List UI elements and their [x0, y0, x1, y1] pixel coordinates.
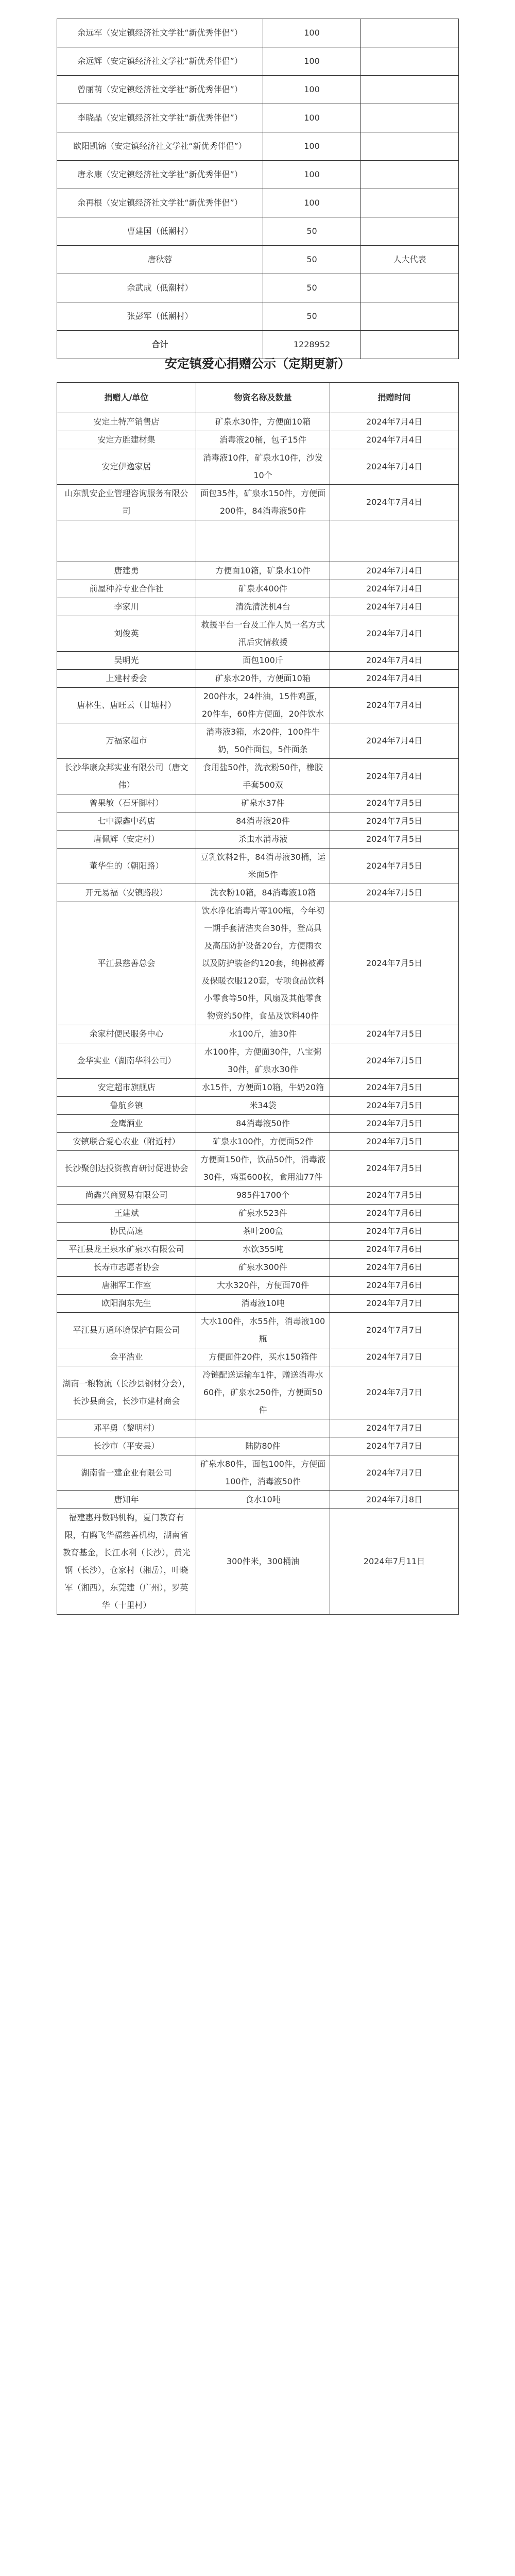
items-cell: 消毒液10吨 [196, 1295, 330, 1313]
items-cell: 矿泉水30件，方便面10箱 [196, 413, 330, 431]
donor-cell: 董华生的（朝阳路） [57, 849, 196, 884]
items-cell [196, 1419, 330, 1437]
table-row [57, 47, 459, 76]
table-row [57, 431, 459, 449]
table-row [57, 1223, 459, 1241]
table-row [57, 1419, 459, 1437]
date-cell: 2024年7月5日 [330, 1097, 459, 1115]
table-row [57, 1241, 459, 1259]
date-cell: 2024年7月6日 [330, 1205, 459, 1223]
items-cell: 食用盐50件，洗衣粉50件，橡胶手套500双 [196, 759, 330, 794]
items-cell: 84消毒液50件 [196, 1115, 330, 1133]
amount-cell: 100 [263, 104, 361, 132]
items-cell: 面包35件，矿泉水150件，方便面200件，84消毒液50件 [196, 485, 330, 520]
table-row [57, 132, 459, 161]
donor-cell: 尚鑫兴商贸易有限公司 [57, 1187, 196, 1205]
table-row [57, 652, 459, 670]
donation-list-table [57, 382, 459, 1615]
donor-cell: 余远军（安定镇经济社文学社“新优秀伴侣”） [57, 19, 263, 47]
donation-list-body [57, 413, 459, 1615]
date-cell: 2024年7月4日 [330, 413, 459, 431]
date-cell: 2024年7月6日 [330, 1223, 459, 1241]
donor-cell: 湖南一粮物流（长沙县钢材分会），长沙县商会，长沙市建材商会 [57, 1366, 196, 1419]
amount-cell: 50 [263, 274, 361, 302]
items-cell: 杀虫水消毒液 [196, 831, 330, 849]
items-cell [196, 520, 330, 562]
donor-cell: 七中源鑫中药店 [57, 812, 196, 831]
date-cell: 2024年7月5日 [330, 812, 459, 831]
date-cell: 2024年7月5日 [330, 1043, 459, 1079]
amount-cell: 100 [263, 76, 361, 104]
items-cell: 矿泉水80件，面包100件，方便面100件，消毒液50件 [196, 1455, 330, 1491]
table-row [57, 1437, 459, 1455]
amount-cell: 100 [263, 132, 361, 161]
items-cell: 矿泉水20件，方便面10箱 [196, 670, 330, 688]
table-row [57, 1491, 459, 1509]
amount-cell: 100 [263, 189, 361, 217]
donor-cell: 平江县慈善总会 [57, 902, 196, 1025]
table-row [57, 1151, 459, 1187]
table-row [57, 1133, 459, 1151]
table-row [57, 1348, 459, 1366]
donor-cell: 唐永康（安定镇经济社文学社“新优秀伴侣”） [57, 161, 263, 189]
date-cell: 2024年7月6日 [330, 1277, 459, 1295]
date-cell: 2024年7月5日 [330, 1115, 459, 1133]
table-row [57, 1025, 459, 1043]
items-cell: 200件水，24件油，15件鸡蛋，20件车，60件方便面，20件饮水 [196, 688, 330, 723]
date-cell: 2024年7月4日 [330, 723, 459, 759]
donor-cell: 唐秋蓉 [57, 246, 263, 274]
table-row [57, 449, 459, 485]
donor-cell: 余武成（低潮村） [57, 274, 263, 302]
items-cell: 大水100件，水55件，消毒液100瓶 [196, 1313, 330, 1348]
donor-cell: 邓平勇（黎明村） [57, 1419, 196, 1437]
table-row [57, 580, 459, 598]
note-cell [361, 132, 459, 161]
page-title: 安定镇爱心捐赠公示（定期更新） [165, 356, 350, 371]
date-cell: 2024年7月7日 [330, 1366, 459, 1419]
amount-cell: 100 [263, 19, 361, 47]
items-cell: 消毒液20桶，包子15件 [196, 431, 330, 449]
items-cell: 方便面件20件，买水150箱件 [196, 1348, 330, 1366]
header-row [57, 383, 459, 413]
table-row [57, 1509, 459, 1615]
amount-cell: 100 [263, 47, 361, 76]
date-cell: 2024年7月11日 [330, 1509, 459, 1615]
items-cell: 面包100斤 [196, 652, 330, 670]
donation-summary-table [57, 19, 459, 359]
items-cell: 米34袋 [196, 1097, 330, 1115]
table-row [57, 884, 459, 902]
table-row [57, 76, 459, 104]
items-cell: 矿泉水523件 [196, 1205, 330, 1223]
table-row [57, 246, 459, 274]
header-date: 捐赠时间 [330, 383, 459, 413]
date-cell: 2024年7月4日 [330, 670, 459, 688]
donor-cell: 唐建勇 [57, 562, 196, 580]
date-cell: 2024年7月4日 [330, 598, 459, 616]
amount-cell: 50 [263, 217, 361, 246]
items-cell: 985件1700个 [196, 1187, 330, 1205]
donor-cell: 欧阳凯锦（安定镇经济社文学社“新优秀伴侣”） [57, 132, 263, 161]
donor-cell: 长寿市志愿者协会 [57, 1259, 196, 1277]
donor-cell: 余家村便民服务中心 [57, 1025, 196, 1043]
date-cell: 2024年7月5日 [330, 831, 459, 849]
items-cell: 冷链配送运输车1件，赠送消毒水60件，矿泉水250件，方便面50件 [196, 1366, 330, 1419]
date-cell: 2024年7月5日 [330, 1079, 459, 1097]
donor-cell: 曾果敏（石牙脚村） [57, 794, 196, 812]
table-row [57, 217, 459, 246]
table-row [57, 413, 459, 431]
date-cell: 2024年7月5日 [330, 1133, 459, 1151]
date-cell: 2024年7月4日 [330, 431, 459, 449]
items-cell: 水15件，方便面10箱，牛奶20箱 [196, 1079, 330, 1097]
note-cell [361, 19, 459, 47]
donor-cell: 长沙市（平安县） [57, 1437, 196, 1455]
items-cell: 茶叶200盒 [196, 1223, 330, 1241]
amount-cell: 50 [263, 302, 361, 331]
date-cell: 2024年7月7日 [330, 1455, 459, 1491]
items-cell: 消毒液3箱，水20件，100件牛奶，50件面包，5件面条 [196, 723, 330, 759]
items-cell: 消毒液10件，矿泉水10件，沙发10个 [196, 449, 330, 485]
items-cell: 矿泉水400件 [196, 580, 330, 598]
table-row [57, 1259, 459, 1277]
items-cell: 豆乳饮料2件，84消毒液30桶，运米面5件 [196, 849, 330, 884]
table-row [57, 485, 459, 520]
donor-cell: 平江县龙王泉水矿泉水有限公司 [57, 1241, 196, 1259]
donor-cell: 长沙华康众邦实业有限公司（唐文伟） [57, 759, 196, 794]
items-cell: 水100斤，油30件 [196, 1025, 330, 1043]
donor-cell: 前屋种养专业合作社 [57, 580, 196, 598]
table-row [57, 794, 459, 812]
donor-cell: 唐佩辉（安定村） [57, 831, 196, 849]
items-cell: 矿泉水100件，方便面52件 [196, 1133, 330, 1151]
items-cell: 饮水净化消毒片等100瓶，今年初一期手套清洁夹台30件，登高具及高压防护设备20台，方便雨衣以及防护装备约120套，纯棉被褥及保暖衣服120套，专项食品饮料小零食等50件，风扇及其他零食物资约50件，食品及饮料40件 [196, 902, 330, 1025]
date-cell: 2024年7月7日 [330, 1313, 459, 1348]
date-cell: 2024年7月7日 [330, 1295, 459, 1313]
date-cell: 2024年7月7日 [330, 1419, 459, 1437]
date-cell: 2024年7月5日 [330, 1025, 459, 1043]
items-cell: 清洗清洗机4台 [196, 598, 330, 616]
table-row [57, 104, 459, 132]
donor-cell: 余再根（安定镇经济社文学社“新优秀伴侣”） [57, 189, 263, 217]
donor-cell: 安定伊逸家居 [57, 449, 196, 485]
note-cell [361, 217, 459, 246]
donor-cell: 金平浩业 [57, 1348, 196, 1366]
table-row [57, 723, 459, 759]
table-row [57, 849, 459, 884]
date-cell: 2024年7月7日 [330, 1437, 459, 1455]
table-row [57, 1205, 459, 1223]
date-cell: 2024年7月5日 [330, 902, 459, 1025]
date-cell: 2024年7月5日 [330, 884, 459, 902]
items-cell: 方便面10箱，矿泉水10件 [196, 562, 330, 580]
table-row [57, 902, 459, 1025]
donor-cell: 刘俊英 [57, 616, 196, 652]
items-cell: 水100件，方便面30件，八宝粥30件，矿泉水30件 [196, 1043, 330, 1079]
date-cell: 2024年7月8日 [330, 1491, 459, 1509]
donor-cell: 王建斌 [57, 1205, 196, 1223]
donor-cell: 协民高速 [57, 1223, 196, 1241]
donor-cell: 金鹰酒业 [57, 1115, 196, 1133]
date-cell: 2024年7月4日 [330, 616, 459, 652]
date-cell: 2024年7月4日 [330, 580, 459, 598]
table-row [57, 161, 459, 189]
date-cell: 2024年7月4日 [330, 688, 459, 723]
donor-cell: 金华实业（湖南华科公司） [57, 1043, 196, 1079]
donor-cell: 安定超市旗舰店 [57, 1079, 196, 1097]
table-row [57, 1313, 459, 1348]
table-row [57, 831, 459, 849]
items-cell: 矿泉水300件 [196, 1259, 330, 1277]
donor-cell [57, 520, 196, 562]
items-cell: 方便面150件，饮品50件，消毒液30件，鸡蛋600枚，食用油77件 [196, 1151, 330, 1187]
date-cell: 2024年7月4日 [330, 485, 459, 520]
table-row [57, 616, 459, 652]
donor-cell: 唐林生、唐旺云（甘塘村） [57, 688, 196, 723]
donor-cell: 万福家超市 [57, 723, 196, 759]
table-row [57, 1079, 459, 1097]
items-cell: 洗衣粉10箱，84消毒液10箱 [196, 884, 330, 902]
table-row [57, 1277, 459, 1295]
table-row [57, 1097, 459, 1115]
donor-cell: 李家川 [57, 598, 196, 616]
table-row [57, 520, 459, 562]
date-cell: 2024年7月5日 [330, 1151, 459, 1187]
table-row [57, 688, 459, 723]
items-cell: 陆防80件 [196, 1437, 330, 1455]
note-cell [361, 189, 459, 217]
items-cell: 大水320件，方便面70件 [196, 1277, 330, 1295]
table-row [57, 189, 459, 217]
donor-cell: 湖南省一建企业有限公司 [57, 1455, 196, 1491]
donor-cell: 开元易福（安镇路段） [57, 884, 196, 902]
donor-cell: 张彭军（低潮村） [57, 302, 263, 331]
table-row [57, 759, 459, 794]
date-cell: 2024年7月5日 [330, 794, 459, 812]
header-items: 物资名称及数量 [196, 383, 330, 413]
donor-cell: 平江县万通环境保护有限公司 [57, 1313, 196, 1348]
table-row [57, 274, 459, 302]
date-cell: 2024年7月4日 [330, 562, 459, 580]
donor-cell: 安镇联合爱心农业（附近村） [57, 1133, 196, 1151]
items-cell: 84消毒液20件 [196, 812, 330, 831]
date-cell: 2024年7月6日 [330, 1241, 459, 1259]
note-cell [361, 161, 459, 189]
note-cell: 人大代表 [361, 246, 459, 274]
donor-cell: 吴明光 [57, 652, 196, 670]
date-cell: 2024年7月4日 [330, 652, 459, 670]
total-value: 1228952 [263, 331, 361, 359]
note-cell [361, 76, 459, 104]
date-cell: 2024年7月5日 [330, 849, 459, 884]
table-row [57, 1043, 459, 1079]
donor-cell: 福建惠丹数码机构，夏门教育有限，有鸥飞华福慈善机构，湖南省教育基金，长江水利（长沙），黄光钢（长沙），仓家村（湘岳），叶晓军（湘西），东莞建（广州），罗英华（十里村） [57, 1509, 196, 1615]
donor-cell: 上建村委会 [57, 670, 196, 688]
date-cell: 2024年7月5日 [330, 1187, 459, 1205]
donor-cell: 长沙聚创达投资教育研讨促进协会 [57, 1151, 196, 1187]
donor-cell: 安定方胜建材集 [57, 431, 196, 449]
donor-cell: 唐湘军工作室 [57, 1277, 196, 1295]
items-cell: 食水10吨 [196, 1491, 330, 1509]
date-cell: 2024年7月4日 [330, 759, 459, 794]
note-cell [361, 274, 459, 302]
table-row [57, 812, 459, 831]
note-cell [361, 302, 459, 331]
donor-cell: 曾丽萌（安定镇经济社文学社“新优秀伴侣”） [57, 76, 263, 104]
date-cell: 2024年7月6日 [330, 1259, 459, 1277]
summary-table-body [57, 19, 459, 331]
items-cell: 救援平台一台及工作人员一名方式汛后灾情救援 [196, 616, 330, 652]
donor-cell: 曹建国（低潮村） [57, 217, 263, 246]
items-cell: 矿泉水37件 [196, 794, 330, 812]
amount-cell: 50 [263, 246, 361, 274]
table-row [57, 598, 459, 616]
items-cell: 300件米，300桶油 [196, 1509, 330, 1615]
amount-cell: 100 [263, 161, 361, 189]
table-row [57, 19, 459, 47]
donor-cell: 鲁航乡镇 [57, 1097, 196, 1115]
note-cell [361, 104, 459, 132]
donor-cell: 余远辉（安定镇经济社文学社“新优秀伴侣”） [57, 47, 263, 76]
date-cell [330, 520, 459, 562]
table-row [57, 1187, 459, 1205]
table-row [57, 1295, 459, 1313]
donor-cell: 李晓晶（安定镇经济社文学社“新优秀伴侣”） [57, 104, 263, 132]
total-label: 合计 [57, 331, 263, 359]
table-row [57, 1115, 459, 1133]
date-cell: 2024年7月7日 [330, 1348, 459, 1366]
items-cell: 水饮355吨 [196, 1241, 330, 1259]
table-row [57, 1366, 459, 1419]
donor-cell: 安定土特产销售店 [57, 413, 196, 431]
table-row [57, 302, 459, 331]
table-row [57, 562, 459, 580]
note-cell [361, 47, 459, 76]
table-row [57, 670, 459, 688]
date-cell: 2024年7月4日 [330, 449, 459, 485]
donor-cell: 山东凯安企业管理咨询服务有限公司 [57, 485, 196, 520]
donor-cell: 欧阳润东先生 [57, 1295, 196, 1313]
header-donor: 捐赠人/单位 [57, 383, 196, 413]
table-row [57, 1455, 459, 1491]
donor-cell: 唐知年 [57, 1491, 196, 1509]
